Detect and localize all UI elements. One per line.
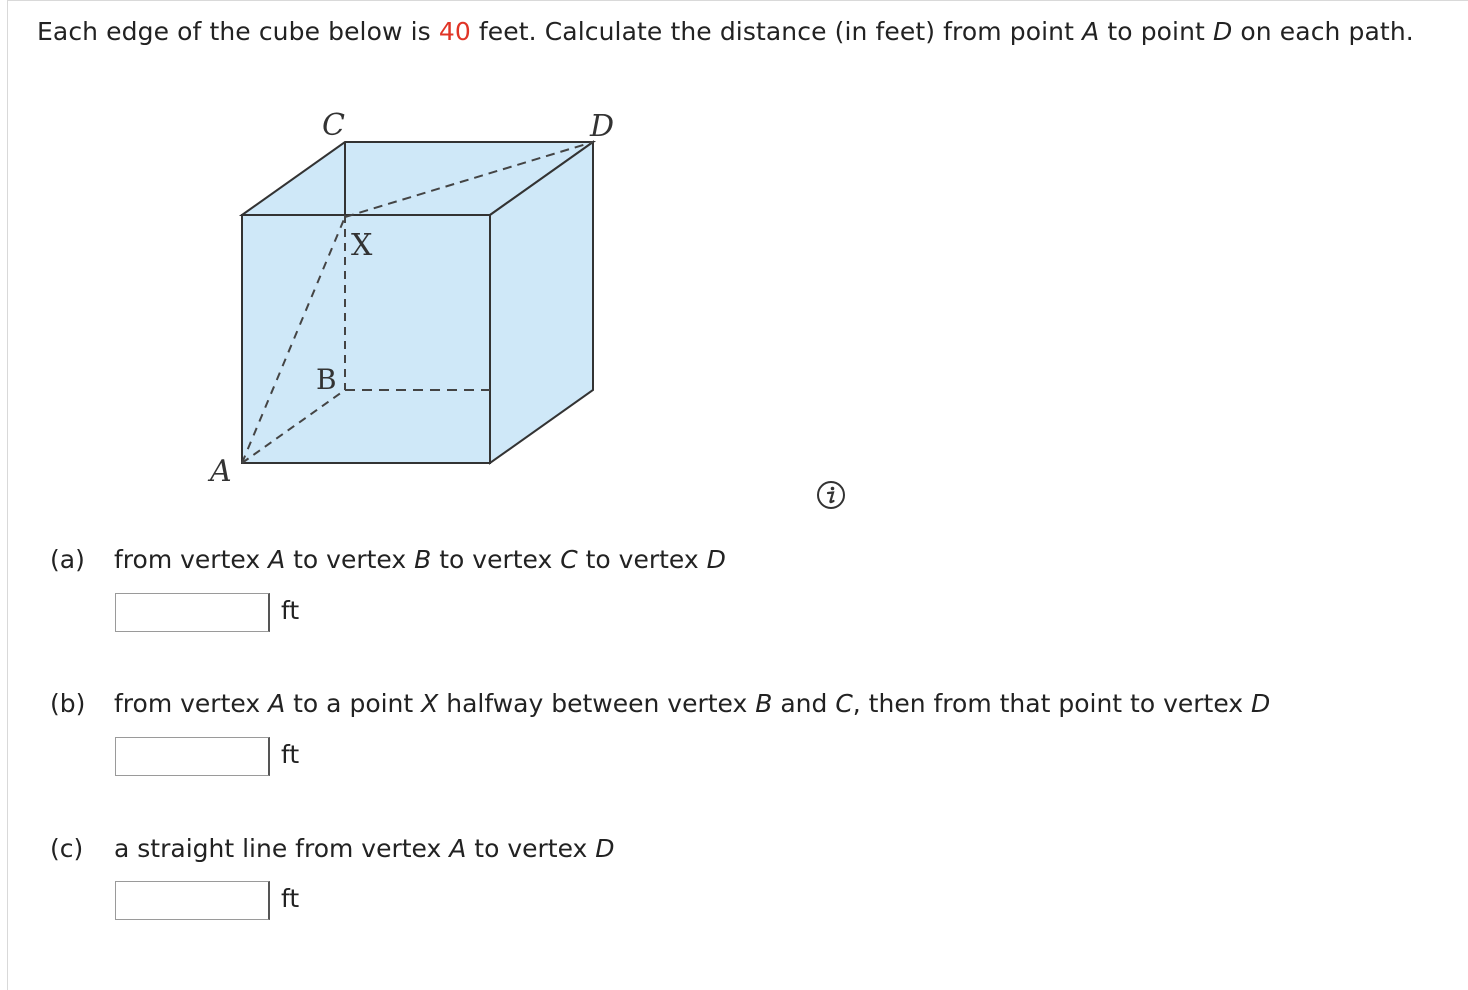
part-a-var-c: C [560, 545, 578, 574]
part-b-var-d: D [1251, 689, 1271, 718]
part-b-var-x: X [421, 689, 439, 718]
part-b-text: , then from that point to vertex [852, 689, 1252, 718]
edge-length-value: 40 [438, 17, 471, 46]
question-mid: feet. Calculate the distance (in feet) from point [470, 17, 1083, 46]
cube-figure [195, 100, 645, 500]
part-c-var-a: A [449, 834, 467, 863]
part-c-text: a straight line from vertex [114, 834, 450, 863]
part-a-text: to vertex [431, 545, 561, 574]
part-a-text: from vertex [114, 545, 269, 574]
question-point-d: D [1213, 17, 1233, 46]
part-c-text: to vertex [466, 834, 596, 863]
question-prefix: Each edge of the cube below is [37, 17, 439, 46]
part-b-var-c: C [835, 689, 853, 718]
part-b-letter: (b) [50, 689, 86, 718]
part-b-text: from vertex [114, 689, 269, 718]
part-b-var-b: B [755, 689, 773, 718]
part-c-letter: (c) [50, 834, 84, 863]
question-text [37, 17, 1414, 46]
part-a-text: to vertex [285, 545, 415, 574]
question-to: to point [1099, 17, 1213, 46]
part-b-unit: ft [281, 740, 300, 769]
part-c-unit: ft [281, 884, 300, 913]
part-c-var-d: D [595, 834, 615, 863]
part-a-prompt [50, 545, 726, 574]
label-b: B [316, 363, 337, 396]
info-icon[interactable] [816, 480, 846, 510]
label-d: D [590, 109, 615, 144]
question-point-a: A [1082, 17, 1100, 46]
part-a-letter: (a) [50, 545, 85, 574]
part-a-var-a: A [268, 545, 286, 574]
part-b-text: to a point [285, 689, 422, 718]
part-c-answer-input[interactable] [115, 881, 270, 920]
label-c: C [322, 108, 345, 143]
label-x: X [351, 228, 373, 263]
part-a-answer-input[interactable] [115, 593, 270, 632]
label-a: A [210, 454, 232, 489]
part-a-text: to vertex [577, 545, 707, 574]
part-b-var-a: A [268, 689, 286, 718]
part-b-text: and [772, 689, 836, 718]
part-a-unit: ft [281, 596, 300, 625]
part-b-text: halfway between vertex [438, 689, 756, 718]
question-suffix: on each path. [1232, 17, 1414, 46]
part-a-var-d: D [706, 545, 726, 574]
part-b-prompt [50, 689, 1270, 718]
part-c-prompt [50, 834, 615, 863]
part-b-answer-input[interactable] [115, 737, 270, 776]
part-a-var-b: B [414, 545, 432, 574]
